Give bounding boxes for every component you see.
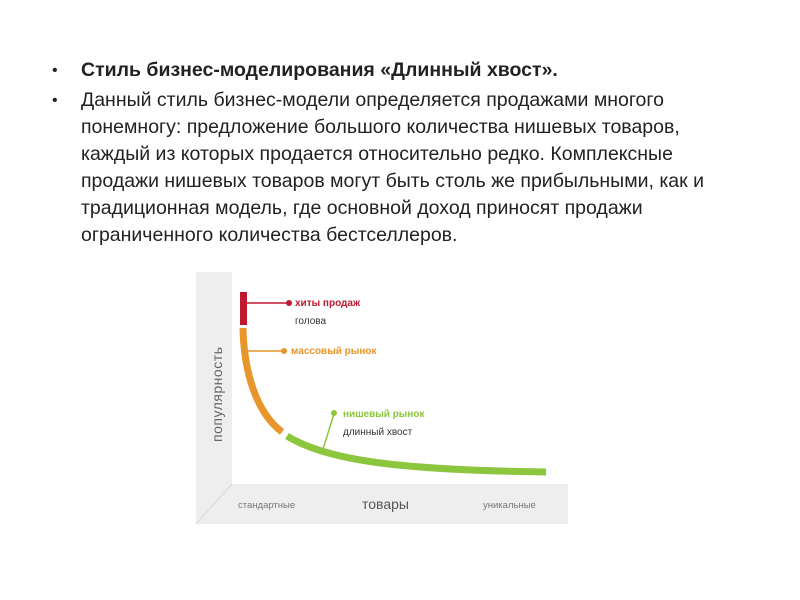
- niche-label: нишевый рынок: [343, 409, 425, 420]
- bullet-item-description: [48, 87, 748, 249]
- head-label: хиты продаж: [295, 298, 361, 309]
- niche-leader-line: [322, 414, 334, 452]
- head-sublabel: голова: [295, 316, 327, 327]
- niche-sublabel: длинный хвост: [343, 427, 413, 438]
- mass-market-leader-dot: [281, 348, 287, 354]
- axis-panel: [196, 272, 568, 524]
- bullet-title-text: Стиль бизнес-моделирования «Длинный хвост».: [81, 59, 558, 81]
- y-axis-label: популярность: [209, 346, 225, 442]
- bullet-marker: •: [52, 92, 58, 109]
- head-leader-dot: [286, 300, 292, 306]
- long-tail-diagram: [196, 272, 568, 524]
- bullet-description-text: Данный стиль бизнес-модели определяется продажами многого понемногу: предложение большого количества нишевых товаров, каждый из которых продается относительно редко. Комплексные продажи нишевых товаров могут быть столь же прибыльными, как и традиционная модель, где основной доход приносят продажи ограниченного количества бестселлеров.: [81, 89, 704, 246]
- bullet-item-title: [48, 57, 748, 84]
- niche-leader-dot: [331, 410, 337, 416]
- long-tail-svg: [196, 272, 568, 524]
- x-axis-right-label: уникальные: [483, 500, 536, 511]
- head-segment: [240, 292, 247, 325]
- bullet-marker: •: [52, 62, 58, 79]
- mass-market-curve: [243, 328, 282, 432]
- x-axis-label: товары: [362, 496, 409, 512]
- mass-market-label: массовый рынок: [291, 346, 377, 357]
- bullet-list: [48, 57, 748, 252]
- x-axis-left-label: стандартные: [238, 500, 296, 511]
